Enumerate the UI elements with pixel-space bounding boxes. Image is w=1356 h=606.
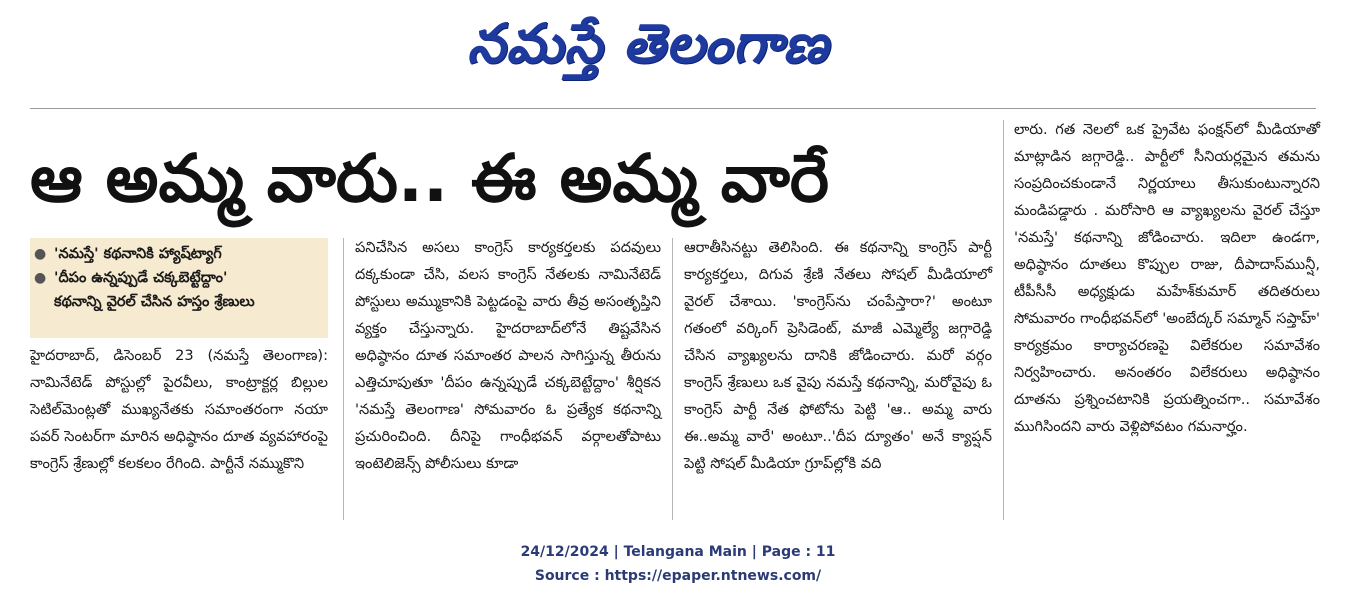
bullet-icon: ● xyxy=(34,246,47,262)
article-column-1 xyxy=(30,342,328,522)
column-divider xyxy=(343,238,344,520)
highlight-text: 'దీపం ఉన్నప్పుడే చక్కబెట్టేద్దాం' xyxy=(54,270,228,286)
column-text: లారు. గత నెలలో ఒక ప్రైవేట ఫంక్షన్‌లో మీడియాతో మాట్లాడిన జగ్గారెడ్డి.. పార్టీలో సీనియర్లమైన తమను సంప్రదించకుండానే నిర్ణయాలు తీసుకుంటున్నారని మండిపడ్డారు . మరోసారి ఆ వ్యాఖ్యలను వైరల్ చేస్తూ 'నమస్తే' కథనాన్ని జోడించారు. ఇదిలా ఉండగా, అధిష్ఠానం దూతలు కొప్పుల రాజు, దీపాదాస్‌మున్షీ, టీపీసీసీ అధ్యక్షుడు మహేశ్‌కుమార్ తదితరులు సోమవారం గాంధీభవన్‌లో 'అంబేద్కర్ సమ్మాన్ సప్తాహ్' కార్యక్రమం కార్యాచరణపై విలేకరుల సమావేశం నిర్వహించారు. అనంతరం విలేకరులు అధిష్ఠానం దూతను ప్రశ్నించటానికి ప్రయత్నించగా.. సమావేశం ముగిసిందని వారు వెళ్లిపోవటం గమనార్హం. xyxy=(1014,121,1320,435)
column-text: హైదరాబాద్, డిసెంబర్ 23 (నమస్తే తెలంగాణ): నామినేటెడ్ పోస్టుల్లో పైరవీలు, కాంట్రాక్టర్ల బిల్లుల సెటిల్‌మెంట్లతో ముఖ్యనేతకు సమాంతరంగా నయా పవర్ సెంటర్‌గా మారిన అధిష్ఠానం దూత వ్యవహారంపై కాంగ్రెస్ శ్రేణుల్లో కలకలం రేగింది. పార్టీనే నమ్ముకొని xyxy=(30,347,328,472)
article-column-4 xyxy=(1014,116,1320,521)
column-divider xyxy=(1003,120,1004,520)
column-text: ఆరాతీసినట్టు తెలిసింది. ఈ కథనాన్ని కాంగ్రెస్ పార్టీ కార్యకర్తలు, దిగువ శ్రేణి నేతలు సోషల్ మీడియాలో వైరల్ చేశాయి. 'కాంగ్రెస్‌ను చంపేస్తారా?' అంటూ గతంలో వర్కింగ్ ప్రెసిడెంట్, మాజీ ఎమ్మెల్యే జగ్గారెడ్డి చేసిన వ్యాఖ్యలను దానికి జోడించారు. మరో వర్గం కాంగ్రెస్ శ్రేణులు ఒక వైపు నమస్తే కథనాన్ని, మరోవైపు ఓ కాంగ్రెస్ పార్టీ నేత ఫోటోను పెట్టి 'ఆ.. అమ్మ వారు ఈ..అమ్మ వారే' అంటూ..'దీప ద్యూతం' అనే క్యాప్షన్ పెట్టి సోషల్ మీడియా గ్రూప్‌ల్లోకి వది xyxy=(684,239,992,472)
highlight-item xyxy=(34,242,328,266)
article-column-3 xyxy=(684,234,992,524)
highlight-text: 'నమస్తే' కథనానికి హ్యాష్‌ట్యాగ్ xyxy=(54,246,222,262)
article-column-2 xyxy=(355,234,661,524)
highlight-text: కథనాన్ని వైరల్ చేసిన హస్తం శ్రేణులు xyxy=(54,294,255,310)
masthead-divider xyxy=(30,108,1316,109)
page-footer xyxy=(0,540,1356,588)
column-text: పనిచేసిన అసలు కాంగ్రెస్ కార్యకర్తలకు పదవులు దక్కకుండా చేసి, వలస కాంగ్రెస్ నేతలకు నామినేటెడ్ పోస్టులు అమ్ముకానికి పెట్టడంపై వారు తీవ్ర అసంతృప్తిని వ్యక్తం చేస్తున్నారు. హైదరాబాద్‌లోనే తిష్టవేసిన అధిష్ఠానం దూత సమాంతర పాలన సాగిస్తున్న తీరును ఎత్తిచూపుతూ 'దీపం ఉన్నప్పుడే చక్కబెట్టేద్దాం' శీర్షికన 'నమస్తే తెలంగాణ' సోమవారం ఓ ప్రత్యేక కథనాన్ని ప్రచురించింది. దీనిపై గాంధీభవన్ వర్గాలతోపాటు ఇంటెలిజెన్స్ పోలీసులు కూడా xyxy=(355,239,661,472)
highlight-item xyxy=(34,290,328,314)
newspaper-logo: నమస్తే తెలంగాణ xyxy=(467,11,829,75)
highlight-item xyxy=(34,266,328,290)
bullet-icon: ● xyxy=(34,270,47,286)
column-divider xyxy=(672,238,673,520)
masthead xyxy=(0,0,1356,100)
highlights-box xyxy=(30,238,328,338)
headline: ఆ అమ్మ వారు.. ఈ అమ్మ వారే xyxy=(30,140,830,217)
edition-info: 24/12/2024 | Telangana Main | Page : 11 xyxy=(520,544,836,560)
source-link[interactable]: Source : https://epaper.ntnews.com/ xyxy=(534,568,822,584)
